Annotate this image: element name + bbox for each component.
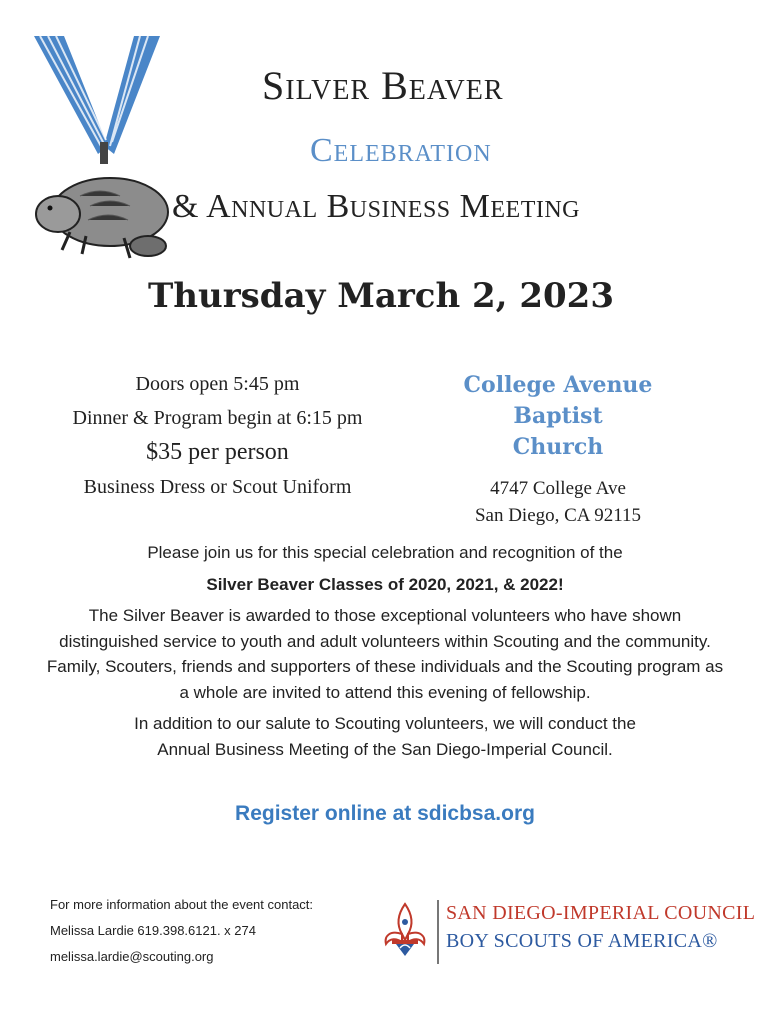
contact-phone: Melissa Lardie 619.398.6121. x 274 (50, 923, 256, 938)
fleur-de-lis-icon (380, 900, 430, 964)
logo-divider (437, 900, 439, 964)
event-date: Thursday March 2, 2023 (148, 276, 614, 316)
dress-code-text: Business Dress or Scout Uniform (83, 475, 352, 498)
meeting-line2: Annual Business Meeting of the San Diego-Imperial Council. (157, 739, 613, 759)
contact-info (50, 892, 313, 970)
venue-block (420, 370, 696, 530)
contact-email[interactable]: melissa.lardie@scouting.org (50, 949, 214, 964)
event-details (40, 372, 395, 499)
intro-text: Please join us for this special celebration and recognition of the (147, 543, 623, 562)
dinner-time-text: Dinner & Program begin at 6:15 pm (72, 407, 363, 429)
venue-name-line2: Church (512, 433, 604, 460)
meeting-line1: In addition to our salute to Scouting volunteers, we will conduct the (134, 714, 636, 733)
event-subtitle: Celebration (310, 132, 492, 169)
honoree-classes: Silver Beaver Classes of 2020, 2021, & 2022! (206, 574, 564, 594)
doors-open-text: Doors open 5:45 pm (135, 373, 300, 395)
register-link[interactable]: Register online at sdicbsa.org (235, 802, 535, 825)
address-city: San Diego, CA 92115 (474, 504, 642, 526)
organization-name: BOY SCOUTS OF AMERICA® (446, 930, 718, 952)
price-text: $35 per person (146, 439, 289, 465)
venue-address (420, 476, 696, 529)
venue-name (420, 370, 696, 462)
council-name: SAN DIEGO-IMPERIAL COUNCIL (446, 902, 756, 924)
meeting-note (40, 711, 730, 762)
address-street: 4747 College Ave (490, 478, 626, 500)
event-subtitle-meeting: & Annual Business Meeting (172, 188, 581, 225)
silver-beaver-medal-icon (30, 36, 170, 276)
contact-heading: For more information about the event contact: (50, 897, 314, 912)
award-description: The Silver Beaver is awarded to those exceptional volunteers who have shown distinguished service to youth and adult volunteers within Scouting and the community. Family, Scouters, friends and supporters of these individuals and the Scouting program as a whole are invited to attend this evening of fellowship. (46, 606, 724, 702)
event-title: Silver Beaver (262, 63, 504, 108)
venue-name-line1: College Avenue Baptist (463, 372, 653, 429)
event-description (40, 540, 730, 768)
